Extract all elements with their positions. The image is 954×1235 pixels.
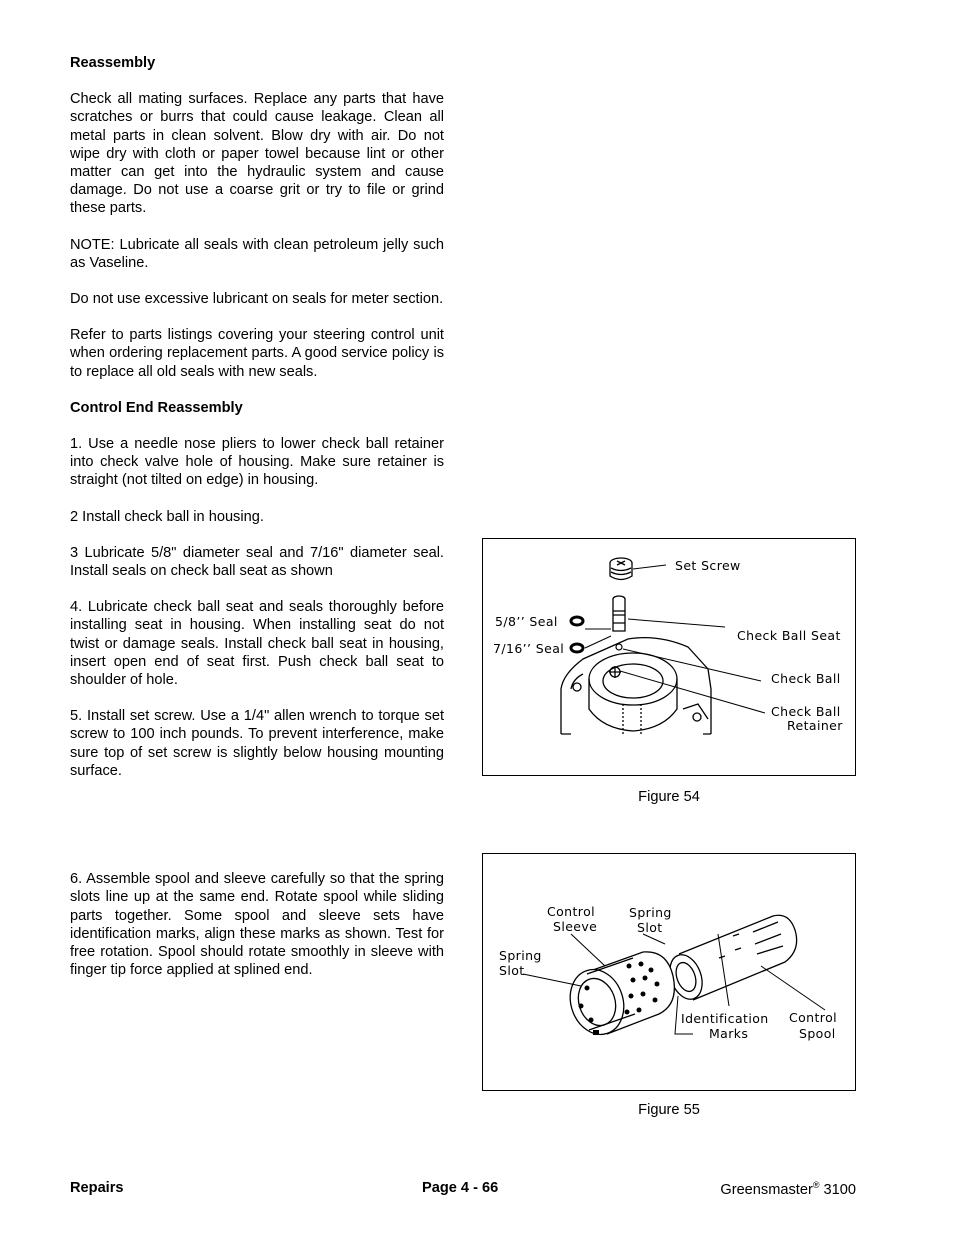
paragraph-check-surfaces: Check all mating surfaces. Replace any parts that have scratches or burrs that could cause leakage. Clean all metal parts in clean solvent. Blow dry with air. Do not wipe dry with cloth or paper towel because lint or other matter can get into the hydraulic system and cause damage. Do not use a coarse grit or try to file or grind these parts. — [70, 91, 444, 217]
registered-mark: ® — [812, 1180, 820, 1190]
label-spring-slot-left-line1: Spring — [499, 948, 542, 963]
figure-54-caption: Figure 54 — [638, 789, 700, 805]
label-set-screw: Set Screw — [675, 558, 741, 573]
footer-section: Repairs — [70, 1180, 124, 1196]
figure-55-illustration — [483, 854, 855, 1090]
paragraph-lubricant: Do not use excessive lubricant on seals for meter section. — [70, 291, 444, 308]
text-column — [70, 54, 444, 997]
step-2: 2 Install check ball in housing. — [70, 508, 264, 525]
spacer — [70, 798, 444, 870]
heading-reassembly: Reassembly — [70, 55, 156, 71]
step-5: 5. Install set screw. Use a 1/4" allen wrench to torque set screw to 100 inch pounds. To prevent interference, make sure top of set screw is slightly below housing mounting surface. — [70, 708, 444, 779]
figure-54 — [482, 538, 856, 776]
label-spring-slot-top-line2: Slot — [637, 920, 663, 935]
label-spring-slot-top-line1: Spring — [629, 905, 672, 920]
footer-model: 3100 — [819, 1181, 856, 1198]
step-3: 3 Lubricate 5/8" diameter seal and 7/16" diameter seal. Install seals on check ball seat as shown — [70, 544, 444, 580]
label-identification-marks-line1: Identification — [681, 1011, 769, 1026]
label-retainer-line2: Retainer — [787, 718, 843, 733]
step-1: 1. Use a needle nose pliers to lower check ball retainer into check valve hole of housing. Make sure retainer is straight (not tilted on edge) in housing. — [70, 436, 444, 489]
label-control-sleeve-line1: Control — [547, 904, 595, 919]
paragraph-note: NOTE: Lubricate all seals with clean petroleum jelly such as Vaseline. — [70, 236, 444, 271]
label-control-spool-line2: Spool — [799, 1026, 836, 1041]
label-check-ball: Check Ball — [771, 671, 841, 686]
paragraph-parts: Refer to parts listings covering your steering control unit when ordering replacement parts. A good service policy is to replace all old seals with new seals. — [70, 327, 444, 380]
heading-control-end-reassembly: Control End Reassembly — [70, 399, 243, 416]
footer-page-number: Page 4 - 66 — [422, 1180, 499, 1196]
step-4: 4. Lubricate check ball seat and seals thoroughly before installing seat in housing. When installing seat do not twist or damage seals. Install check ball seat in housing, insert open end of seat first. Push check ball seat to shoulder of hole. — [70, 599, 444, 689]
figure-55 — [482, 853, 856, 1091]
figure-54-illustration — [483, 539, 855, 775]
page-footer — [70, 1180, 856, 1202]
label-retainer-line1: Check Ball — [771, 704, 841, 719]
label-spring-slot-left-line2: Slot — [499, 963, 525, 978]
footer-product-name: Greensmaster — [720, 1181, 813, 1198]
footer-product — [720, 1180, 856, 1198]
label-identification-marks-line2: Marks — [709, 1026, 749, 1041]
label-control-sleeve-line2: Sleeve — [553, 919, 598, 934]
label-control-spool-line1: Control — [789, 1010, 837, 1025]
figure-55-caption: Figure 55 — [638, 1102, 700, 1118]
label-check-ball-seat: Check Ball Seat — [737, 628, 841, 643]
step-6: 6. Assemble spool and sleeve carefully so that the spring slots line up at the same end. Rotate spool while sliding parts together. Some spool and sleeve sets have identification marks, align these marks as shown. Test for free rotation. Spool should rotate smoothly in sleeve with finger tip force applied at splined end. — [70, 871, 444, 979]
label-seal-5-8: 5/8’’ Seal — [495, 614, 558, 629]
label-seal-7-16: 7/16’’ Seal — [493, 641, 565, 656]
